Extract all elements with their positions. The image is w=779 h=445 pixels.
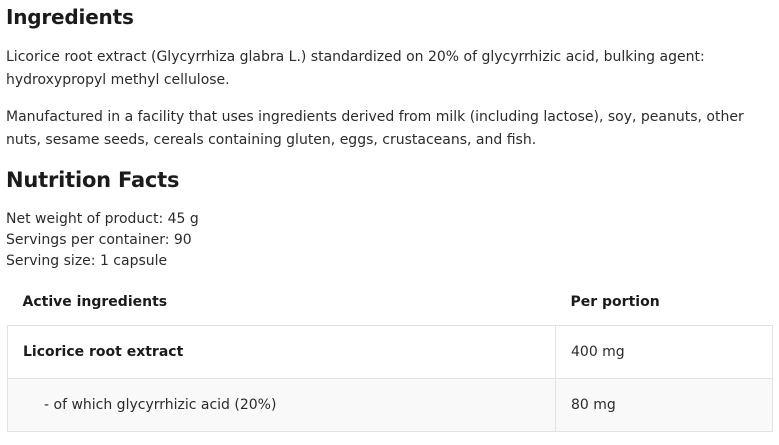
ingredient-amount-cell: 400 mg bbox=[556, 326, 773, 379]
allergen-warning-paragraph: Manufactured in a facility that uses ingredients derived from milk (including lactose), soy, peanuts, other nuts, sesame seeds, cereals containing gluten, eggs, crustaceans, and fish. bbox=[6, 109, 744, 148]
table-row bbox=[8, 379, 773, 432]
net-weight-line: Net weight of product: 45 g bbox=[6, 211, 199, 227]
ingredients-heading: Ingredients bbox=[6, 5, 134, 29]
serving-details bbox=[6, 209, 772, 272]
column-header-per-portion: Per portion bbox=[556, 290, 773, 326]
table-row bbox=[8, 326, 773, 379]
column-header-active-ingredients: Active ingredients bbox=[8, 290, 556, 326]
nutrition-facts-heading: Nutrition Facts bbox=[6, 168, 180, 192]
ingredients-composition-paragraph: Licorice root extract (Glycyrrhiza glabra L.) standardized on 20% of glycyrrhizic acid, bulking agent: hydroxypropyl methyl cellulose. bbox=[6, 49, 705, 88]
sub-ingredient-amount-cell: 80 mg bbox=[556, 379, 773, 432]
sub-ingredient-name-cell: - of which glycyrrhizic acid (20%) bbox=[8, 379, 556, 432]
ingredient-name-cell: Licorice root extract bbox=[8, 326, 556, 379]
serving-size-line: Serving size: 1 capsule bbox=[6, 253, 168, 269]
product-info-section bbox=[0, 4, 779, 432]
servings-per-container-line: Servings per container: 90 bbox=[6, 232, 192, 248]
table-header-row bbox=[8, 290, 773, 326]
nutrition-table bbox=[7, 290, 773, 432]
